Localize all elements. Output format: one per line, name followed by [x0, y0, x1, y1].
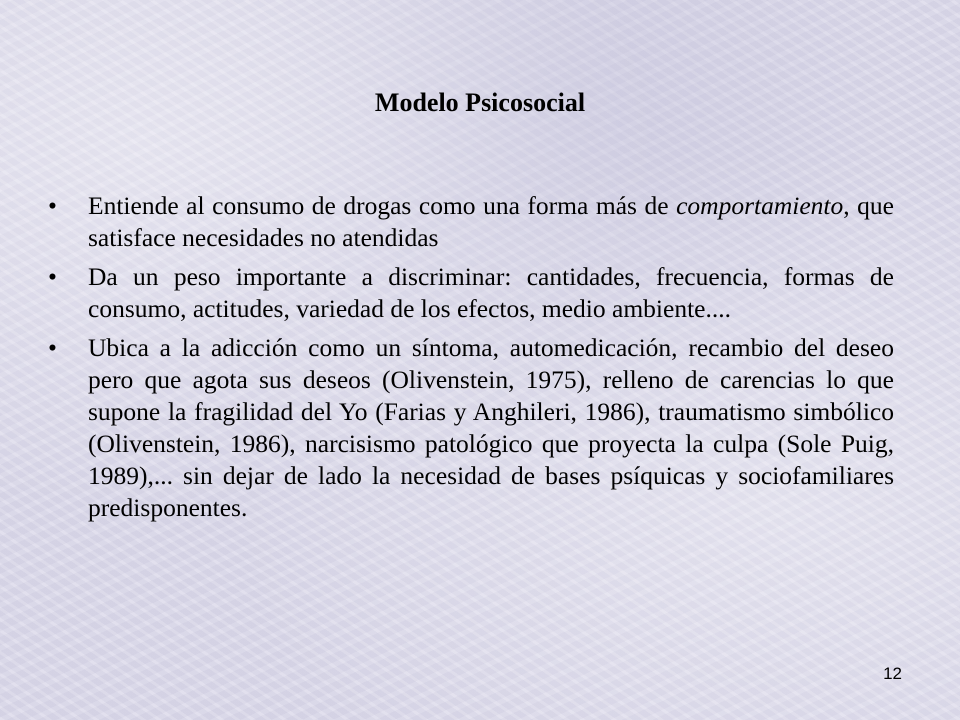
bullet-item-discriminar — [48, 261, 894, 325]
bullet-item-adiccion — [48, 332, 894, 524]
bullet-marker: • — [48, 333, 57, 362]
bullet-list — [48, 190, 894, 531]
page-number: 12 — [883, 664, 902, 683]
bullet-text-part: Entiende al consumo de drogas como una forma más de — [88, 191, 677, 220]
bullet-marker: • — [48, 191, 57, 220]
bullet-emphasis: comportamiento — [676, 191, 844, 220]
bullet-text: Da un peso importante a discriminar: cantidades, frecuencia, formas de consumo, actitudes, variedad de los efectos, medio ambiente.... — [88, 262, 894, 323]
bullet-marker: • — [48, 262, 57, 291]
bullet-text: Ubica a la adicción como un síntoma, automedicación, recambio del deseo pero que agota sus deseos (Olivenstein, 1975), relleno de carencias lo que supone la fragilidad del Yo (Farias y Anghileri, 1986), traumatismo simbólico (Olivenstein, 1986), narcisismo patológico que proyecta la culpa (Sole Puig, 1989),... sin dejar de lado la necesidad de bases psíquicas y sociofamiliares predisponentes. — [88, 333, 894, 522]
bullet-text-part: , que satisface necesidades no atendidas — [88, 191, 894, 252]
slide-title: Modelo Psicosocial — [374, 88, 586, 117]
bullet-item-consumo — [48, 190, 894, 254]
